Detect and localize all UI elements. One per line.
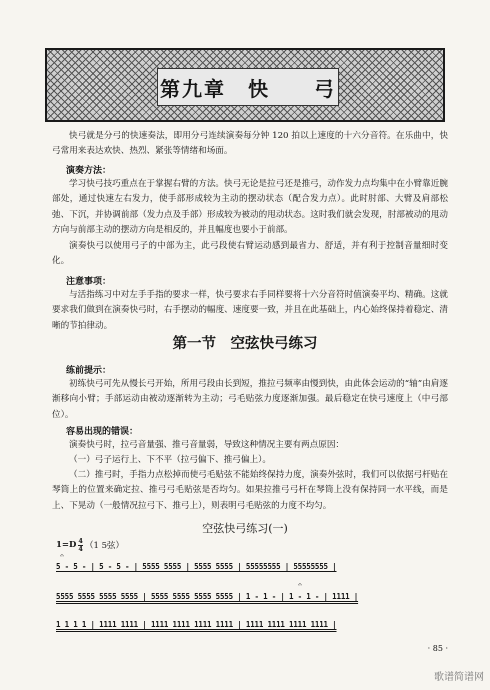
- intro-paragraph: 快弓就是分弓的快速奏法，即用分弓连续演奏每分钟 120 拍以上速度的十六分音符。在乐曲中，快弓常用来表达欢快、热烈、紧张等情绪和场面。: [52, 131, 448, 157]
- key-signature: [56, 538, 124, 552]
- time-signature: [78, 538, 83, 552]
- errors-heading: 容易出现的错误：: [66, 427, 139, 437]
- errors-paragraph-1: 演奏快弓时，拉弓音量强、推弓音量弱，导致这种情况主要有两点原因：: [69, 440, 345, 450]
- method-paragraph-1: 学习快弓技巧重点在于掌握右臂的方法。快弓无论是拉弓还是推弓，动作发力点均集中在小臂靠近腕部处，通过快速左右发力，使手部形成较为主动的摆动状态（配合发力点）。此时肘部、大臂及肩部松弛、下沉，并协调前部（发力点及手部）形成较为被动的甩动状态。这时我们就会发现，肘部被动的甩动方向与前部主动的摆动方向是相反的，并且幅度也要小于前部。: [52, 179, 448, 235]
- chapter-banner: [45, 48, 445, 122]
- notes-heading: 注意事项：: [66, 277, 112, 287]
- score-row-3-notes: 1 1 1 1 | 1111 1111 | 1111 1111 1111 1111 | 1111 1111 1111 1111 |: [56, 620, 337, 629]
- method-heading: 演奏方法：: [66, 166, 112, 176]
- meter-bottom: 4: [78, 544, 83, 553]
- section-title: 第一节 空弦快弓练习: [172, 336, 318, 352]
- fermata-mark: 𝄐: [60, 552, 64, 560]
- tips-paragraph: 初练快弓可先从慢长弓开始，所用弓段由长到短，推拉弓频率由慢到快，由此体会运动的“轴”由肩逐渐移向小臂；手部运动由被动逐渐转为主动；弓毛贴弦力度逐渐加强。最后稳定在快弓速度上（中弓部位）。: [52, 379, 448, 420]
- method-paragraph-2: 演奏快弓以使用弓子的中部为主，此弓段使右臂运动感到最省力、舒适，并有利于控制音量细时变化。: [52, 241, 448, 267]
- score-row-2-notes: 5555 5555 5555 5555 | 5555 5555 5555 5555 | 1 - 1 - | 1 - 1 - | 1111 |: [56, 592, 359, 601]
- exercise-title: 空弦快弓练习(一): [202, 522, 288, 535]
- meter-top: 4: [78, 537, 83, 545]
- tips-heading: 练前提示：: [66, 366, 112, 376]
- errors-paragraph-3: （二）推弓时，手指力点松掉而使弓毛贴弦不能始终保持力度，演奏外弦时，我们可以依据弓杆贴在琴筒上的位置来确定拉、推弓弓毛贴弦是否均匀。如果拉推弓弓杆在琴筒上没有保持同一水平线，而是上、下晃动（一般情况拉弓下、推弓上），则表明弓毛贴弦的力度不均匀。: [52, 470, 448, 511]
- page-number: · 85 ·: [427, 644, 448, 653]
- watermark: 歌谱简谱网: [434, 672, 484, 683]
- key-label: 1=D: [56, 540, 77, 550]
- fermata-mark-2: 𝄐: [298, 581, 302, 589]
- notes-paragraph: 与活指练习中对左手手指的要求一样，快弓要求右手同样要将十六分音符时值演奏平均、精确。这就要求我们做到在演奏快弓时，右手摆动的幅度、速度要一致，并且在此基础上，内心始终保持着稳定、清晰的节拍律动。: [52, 290, 448, 331]
- score-row-2: [56, 592, 448, 601]
- string-note: （1 5弦）: [84, 541, 124, 551]
- score-row-1: [56, 562, 448, 571]
- score-row-3: [56, 620, 448, 629]
- chapter-title: 第九章 快 弓: [157, 68, 339, 106]
- score-row-1-notes: 5 - 5 - | 5 - 5 - | 5555 5555 | 5555 5555 | 55555555 | 55555555 |: [56, 562, 337, 571]
- errors-paragraph-2: （一）弓子运行上、下不平（拉弓偏下、推弓偏上）。: [69, 455, 271, 465]
